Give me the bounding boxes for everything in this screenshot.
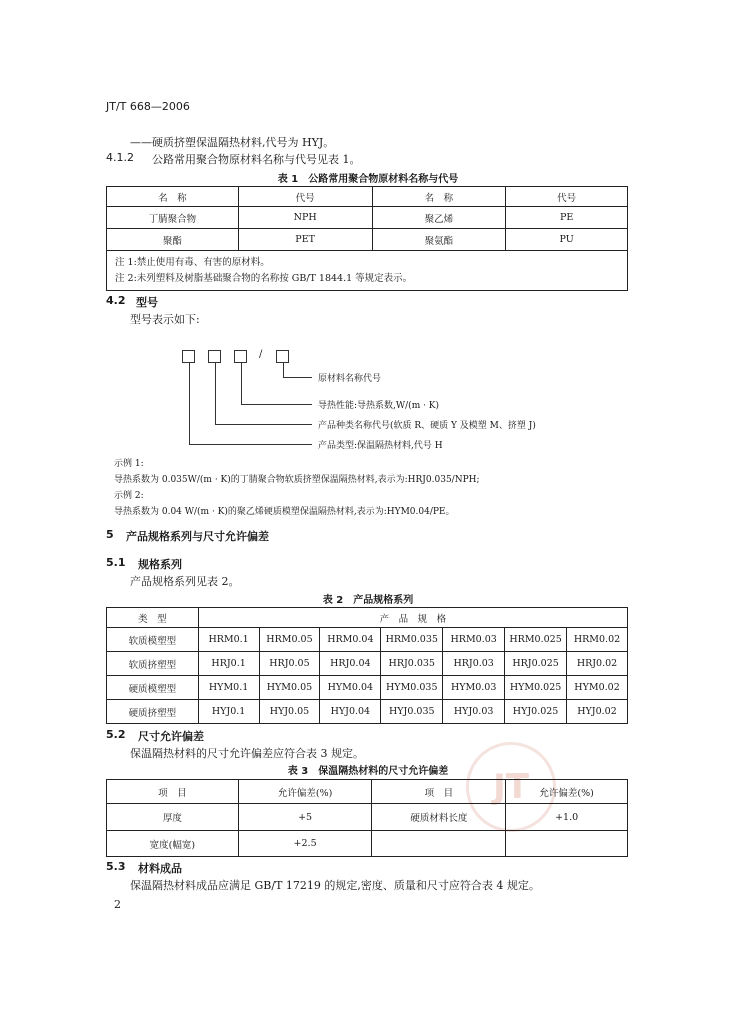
section-text: 公路常用聚合物原材料名称与代号见表 1。 — [152, 153, 361, 166]
table3-caption: 表 3 保温隔热材料的尺寸允许偏差 — [287, 766, 449, 777]
standard-id: JT/T 668—2006 — [106, 100, 190, 113]
table-cell: HYJ0.04 — [320, 700, 381, 724]
section-title: 尺寸允许偏差 — [138, 730, 204, 743]
section-text: 保温隔热材料成品应满足 GB/T 17219 的规定,密度、质量和尺寸应符合表 4 规定。 — [130, 879, 540, 892]
table-cell: NPH — [238, 207, 372, 229]
code-box-category — [208, 350, 221, 363]
table-cell — [372, 831, 506, 857]
table1-header: 名 称 — [107, 187, 239, 207]
table-cell: PU — [506, 229, 628, 251]
table2-header-spec: 产 品 规 格 — [198, 608, 627, 628]
table-cell: HRJ0.05 — [259, 652, 320, 676]
table2 — [106, 607, 628, 724]
table-cell: 聚氨酯 — [372, 229, 506, 251]
table-cell: HYJ0.03 — [443, 700, 505, 724]
table-cell: HRJ0.035 — [381, 652, 443, 676]
table-cell: HYJ0.035 — [381, 700, 443, 724]
table-cell: HYJ0.02 — [567, 700, 628, 724]
section-title: 规格系列 — [138, 558, 182, 571]
table-cell: HRJ0.03 — [443, 652, 505, 676]
watermark-text: JT — [493, 767, 529, 807]
table-cell: PE — [506, 207, 628, 229]
section-number: 5.3 — [106, 860, 126, 873]
table-cell: 硬质材料长度 — [372, 804, 506, 831]
section-number: 4.1.2 — [106, 151, 134, 164]
table-cell: HRJ0.1 — [198, 652, 259, 676]
model-label: 原材料名称代号 — [318, 374, 382, 384]
model-label: 产品种类名称代号(软质 R、硬质 Y 及模塑 M、挤塑 J) — [318, 421, 536, 431]
table-cell: HRJ0.04 — [320, 652, 381, 676]
table-cell: HRM0.1 — [198, 628, 259, 652]
table-cell: 聚酯 — [107, 229, 239, 251]
code-box-material — [276, 350, 289, 363]
table-cell: HYM0.05 — [259, 676, 320, 700]
section-title: 型号 — [136, 296, 158, 309]
table-cell — [506, 831, 628, 857]
section-title: 产品规格系列与尺寸允许偏差 — [126, 530, 269, 543]
table1-header: 名 称 — [372, 187, 506, 207]
page-number: 2 — [114, 898, 121, 911]
table1-caption: 表 1 公路常用聚合物原材料名称与代号 — [277, 174, 459, 185]
table-cell: PET — [238, 229, 372, 251]
section-number: 5.1 — [106, 556, 126, 569]
section-number: 5.2 — [106, 728, 126, 741]
table-cell: HYJ0.025 — [505, 700, 567, 724]
model-intro: 型号表示如下: — [130, 313, 200, 326]
table-cell: HRJ0.025 — [505, 652, 567, 676]
table-cell: 厚度 — [107, 804, 239, 831]
table-cell: HRM0.02 — [567, 628, 628, 652]
table2-caption: 表 2 产品规格系列 — [322, 595, 414, 606]
product-code-line: ——硬质挤塑保温隔热材料,代号为 HYJ。 — [130, 136, 335, 149]
code-box-conductivity — [234, 350, 247, 363]
table3 — [106, 779, 628, 857]
table1-header: 代号 — [238, 187, 372, 207]
model-label: 产品类型:保温隔热材料,代号 H — [318, 441, 443, 451]
table-cell: +1.0 — [506, 804, 628, 831]
table-cell: HRM0.04 — [320, 628, 381, 652]
table-cell: HYM0.035 — [381, 676, 443, 700]
table-note: 注 1:禁止使用有毒、有害的原材料。 — [115, 256, 270, 268]
table-cell: HRJ0.02 — [567, 652, 628, 676]
table-cell: +2.5 — [238, 831, 372, 857]
table3-header: 允许偏差(%) — [506, 780, 628, 804]
table1-header: 代号 — [506, 187, 628, 207]
table-row-type: 软质挤塑型 — [107, 652, 199, 676]
table3-header: 允许偏差(%) — [238, 780, 372, 804]
table-cell: HYM0.02 — [567, 676, 628, 700]
table-note: 注 2:未列塑料及树脂基础聚合物的名称按 GB/T 1844.1 等规定表示。 — [115, 272, 413, 284]
table-cell: HYJ0.1 — [198, 700, 259, 724]
table3-header: 项 目 — [372, 780, 506, 804]
example-text: 导热系数为 0.035W/(m · K)的丁腈聚合物软质挤塑保温隔热材料,表示为:HRJ0.035/NPH; — [114, 475, 480, 485]
section-number: 4.2 — [106, 294, 126, 307]
model-label: 导热性能:导热系数,W/(m · K) — [318, 401, 440, 411]
table-cell: HRM0.025 — [505, 628, 567, 652]
table-cell: 聚乙烯 — [372, 207, 506, 229]
table-cell: HYM0.1 — [198, 676, 259, 700]
section-title: 材料成品 — [138, 862, 182, 875]
table1 — [106, 186, 628, 291]
slash-separator: / — [259, 349, 263, 360]
example-text: 导热系数为 0.04 W/(m · K)的聚乙烯硬质模塑保温隔热材料,表示为:HYM0.04/PE。 — [114, 507, 455, 517]
example-label: 示例 2: — [114, 491, 144, 501]
table3-header: 项 目 — [107, 780, 239, 804]
table-row-type: 硬质挤塑型 — [107, 700, 199, 724]
example-label: 示例 1: — [114, 459, 144, 469]
section-text: 产品规格系列见表 2。 — [130, 575, 240, 588]
table-cell: +5 — [238, 804, 372, 831]
table-cell: HYM0.04 — [320, 676, 381, 700]
table-cell: HRM0.05 — [259, 628, 320, 652]
table-row-type: 软质模塑型 — [107, 628, 199, 652]
table1-notes — [107, 251, 628, 291]
code-box-type — [182, 350, 195, 363]
table-row-type: 硬质模塑型 — [107, 676, 199, 700]
section-text: 保温隔热材料的尺寸允许偏差应符合表 3 规定。 — [130, 747, 364, 760]
table-cell: 宽度(幅宽) — [107, 831, 239, 857]
table-cell: HRM0.03 — [443, 628, 505, 652]
table-cell: 丁腈聚合物 — [107, 207, 239, 229]
table-cell: HYJ0.05 — [259, 700, 320, 724]
table-cell: HYM0.03 — [443, 676, 505, 700]
section-number: 5 — [106, 528, 114, 541]
table-cell: HYM0.025 — [505, 676, 567, 700]
table2-header-type: 类 型 — [107, 608, 199, 628]
table-cell: HRM0.035 — [381, 628, 443, 652]
